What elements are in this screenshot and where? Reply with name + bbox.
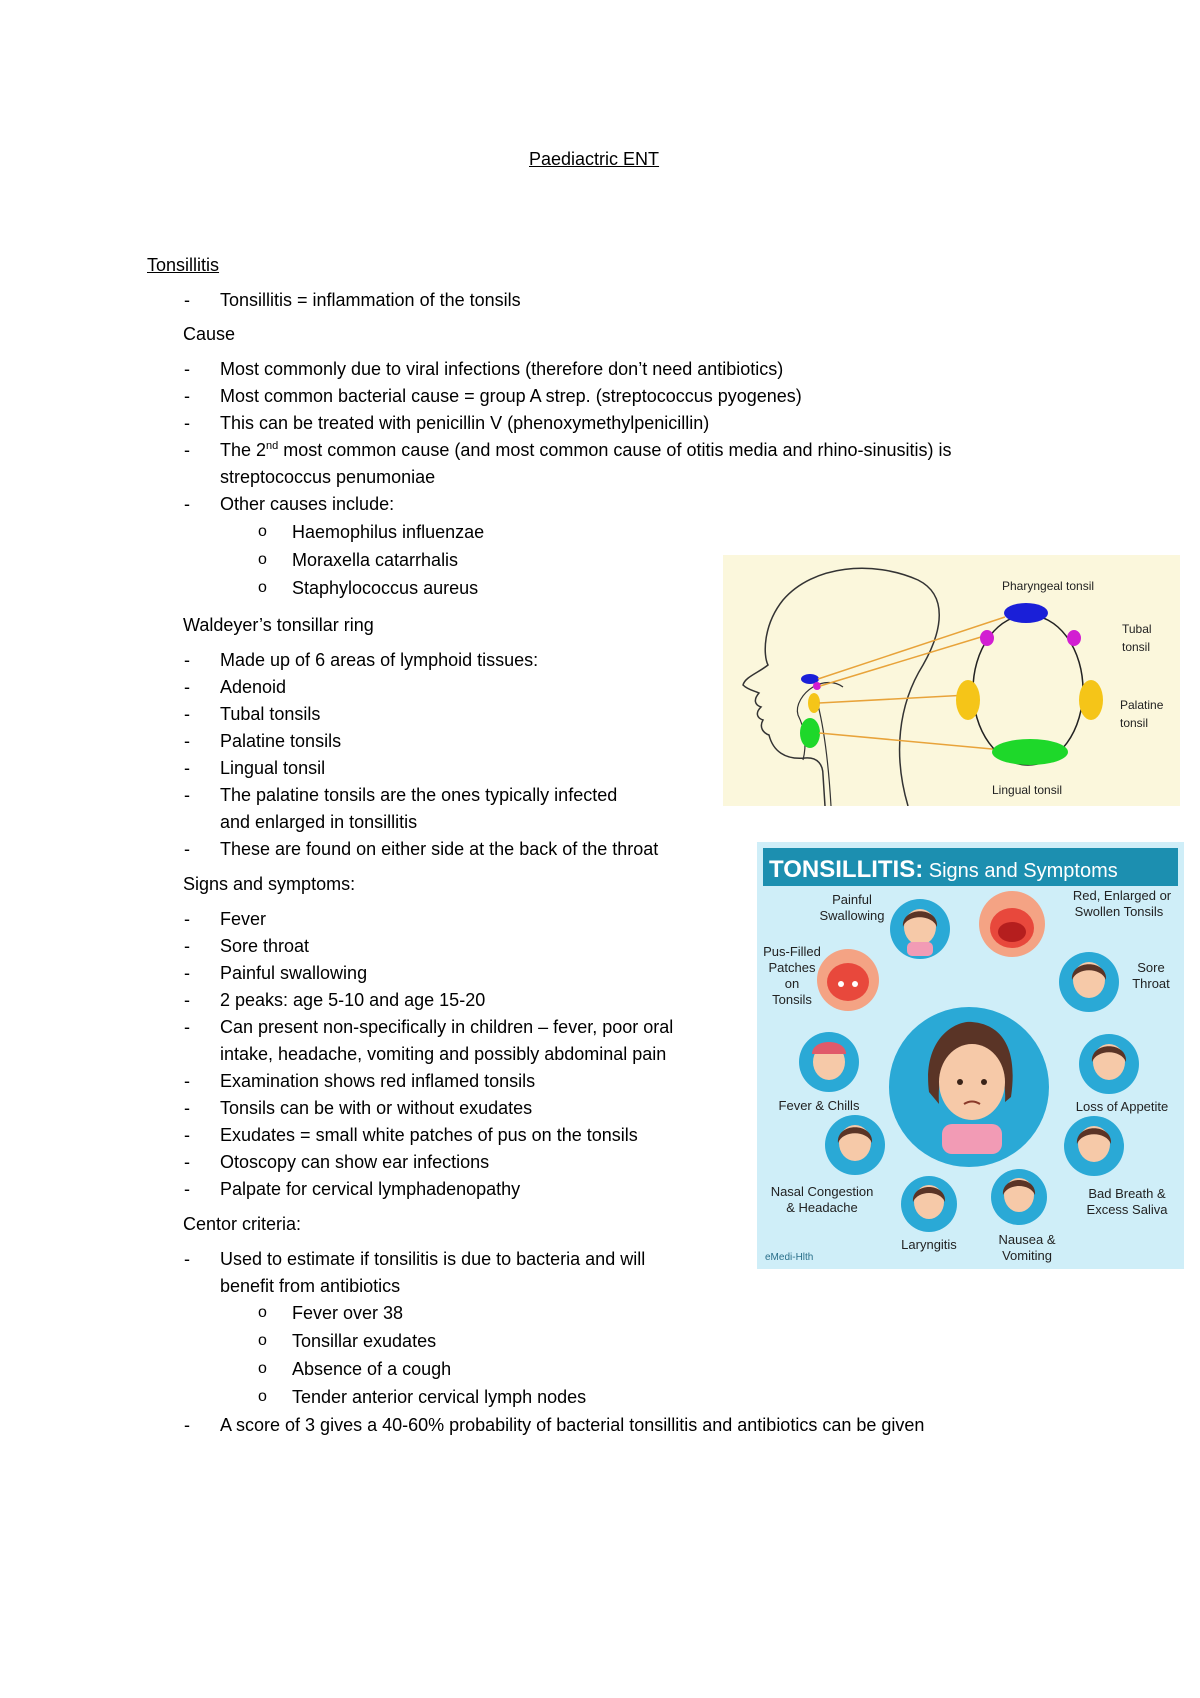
head-outline bbox=[743, 568, 939, 806]
ring-item: Lingual tonsil bbox=[220, 758, 326, 778]
cause-item-continuation: streptococcus penumoniae bbox=[220, 467, 436, 487]
sub-bullet: o bbox=[258, 1332, 267, 1349]
signs-heading: Signs and symptoms: bbox=[183, 874, 356, 894]
infographic-title-b: Signs and Symptoms bbox=[923, 860, 1118, 882]
sub-bullet: o bbox=[258, 1304, 267, 1321]
ring-item-continuation: and enlarged in tonsillitis bbox=[220, 812, 418, 832]
dash-bullet: - bbox=[184, 290, 190, 310]
label-fever-chills: Fever & Chills bbox=[778, 1098, 860, 1113]
centor-item: Used to estimate if tonsilitis is due to bacteria and will bbox=[220, 1249, 646, 1269]
signs-item: Exudates = small white patches of pus on the tonsils bbox=[220, 1125, 638, 1145]
ring-item: Made up of 6 areas of lymphoid tissues: bbox=[220, 650, 539, 670]
dash-bullet: - bbox=[184, 963, 190, 983]
lingual-tonsil bbox=[992, 739, 1068, 765]
dash-bullet: - bbox=[184, 440, 190, 460]
label-pus-patches-3: on bbox=[784, 976, 800, 991]
label-nasal-congestion: Nasal Congestion bbox=[770, 1184, 874, 1199]
ring-item: Adenoid bbox=[220, 677, 287, 697]
dash-bullet: - bbox=[184, 704, 190, 724]
signs-item: Otoscopy can show ear infections bbox=[220, 1152, 490, 1172]
label-pus-patches: Pus-Filled bbox=[763, 944, 821, 959]
lingual-tonsil-small bbox=[800, 718, 820, 748]
signs-item: Painful swallowing bbox=[220, 963, 368, 983]
dash-bullet: - bbox=[184, 731, 190, 751]
cause-item: Most commonly due to viral infections (therefore don’t need antibiotics) bbox=[220, 359, 784, 379]
dash-bullet: - bbox=[184, 1125, 190, 1145]
ring-item: Palatine tonsils bbox=[220, 731, 342, 751]
waldeyer-ring-diagram bbox=[723, 555, 1180, 806]
dash-bullet: - bbox=[184, 1415, 190, 1435]
dash-bullet: - bbox=[184, 1071, 190, 1091]
cause-sub-item: Staphylococcus aureus bbox=[292, 578, 479, 598]
sub-bullet: o bbox=[258, 551, 267, 568]
label-pus-patches-4: Tonsils bbox=[772, 992, 812, 1007]
dash-bullet: - bbox=[184, 839, 190, 859]
arrow-line bbox=[818, 617, 1005, 679]
dash-bullet: - bbox=[184, 758, 190, 778]
center-girl-eye bbox=[957, 1079, 963, 1085]
section-heading-tonsillitis: Tonsillitis bbox=[147, 255, 220, 275]
centor-sub-item: Tender anterior cervical lymph nodes bbox=[292, 1387, 587, 1407]
label-nausea-vomiting-2: Vomiting bbox=[1002, 1248, 1052, 1263]
superscript: nd bbox=[266, 440, 279, 452]
cause-sub-item: Haemophilus influenzae bbox=[292, 522, 485, 542]
dash-bullet: - bbox=[184, 413, 190, 433]
cause-item-part: most common cause (and most common cause of otitis media and rhino-sinusitis) is bbox=[278, 440, 952, 460]
cause-item bbox=[220, 439, 952, 461]
label-nasal-congestion-2: & Headache bbox=[786, 1200, 858, 1215]
infographic-title bbox=[769, 856, 1118, 883]
signs-item: Fever bbox=[220, 909, 267, 929]
cause-sub-item: Moraxella catarrhalis bbox=[292, 550, 459, 570]
label-painful-swallowing: Painful bbox=[832, 892, 872, 907]
label-loss-appetite: Loss of Appetite bbox=[1075, 1099, 1169, 1114]
ring-heading: Waldeyer’s tonsillar ring bbox=[183, 615, 374, 635]
cause-item: Most common bacterial cause = group A strep. (streptococcus pyogenes) bbox=[220, 386, 802, 406]
signs-item: Sore throat bbox=[220, 936, 310, 956]
dash-bullet: - bbox=[184, 1098, 190, 1118]
signs-item-continuation: intake, headache, vomiting and possibly abdominal pain bbox=[220, 1044, 667, 1064]
signs-item: Examination shows red inflamed tonsils bbox=[220, 1071, 536, 1091]
dash-bullet: - bbox=[184, 1179, 190, 1199]
label-pus-patches-2: Patches bbox=[768, 960, 816, 975]
ring-item: These are found on either side at the back of the throat bbox=[220, 839, 659, 859]
label-laryngitis: Laryngitis bbox=[901, 1237, 957, 1252]
cause-heading: Cause bbox=[183, 324, 236, 344]
tonsillitis-infographic bbox=[757, 842, 1184, 1269]
label-sore-throat: Sore bbox=[1137, 960, 1165, 975]
page-title: Paediactric ENT bbox=[529, 149, 660, 169]
waldeyer-ring-svg bbox=[723, 555, 1180, 806]
dash-bullet: - bbox=[184, 785, 190, 805]
palatine-tonsil-small bbox=[808, 693, 820, 713]
dash-bullet: - bbox=[184, 650, 190, 670]
label-tubal-2: tonsil bbox=[1122, 640, 1151, 654]
sub-bullet: o bbox=[258, 579, 267, 596]
brand-logo: eMedi-Hlth bbox=[765, 1252, 814, 1263]
cause-item: Other causes include: bbox=[220, 494, 395, 514]
dash-bullet: - bbox=[184, 1152, 190, 1172]
signs-item: 2 peaks: age 5-10 and age 15-20 bbox=[220, 990, 486, 1010]
label-bad-breath: Bad Breath & bbox=[1088, 1186, 1166, 1201]
arrow-line bbox=[819, 695, 968, 703]
palatine-tonsil-right bbox=[1079, 680, 1103, 720]
arrow-line bbox=[819, 733, 1003, 750]
dash-bullet: - bbox=[184, 1249, 190, 1269]
center-girl-eye bbox=[981, 1079, 987, 1085]
pus-spot bbox=[852, 981, 858, 987]
cause-item-part: The 2 bbox=[220, 440, 267, 460]
label-tubal: Tubal bbox=[1122, 622, 1152, 636]
signs-item: Palpate for cervical lymphadenopathy bbox=[220, 1179, 521, 1199]
ring-item: Tubal tonsils bbox=[220, 704, 321, 724]
label-pharyngeal: Pharyngeal tonsil bbox=[1002, 579, 1095, 593]
centor-item-continuation: benefit from antibiotics bbox=[220, 1276, 401, 1296]
centor-heading: Centor criteria: bbox=[183, 1214, 302, 1234]
label-red-tonsils: Red, Enlarged or bbox=[1072, 888, 1172, 903]
label-palatine: Palatine bbox=[1120, 698, 1164, 712]
girl-shirt bbox=[907, 942, 933, 956]
label-red-tonsils-2: Swollen Tonsils bbox=[1074, 904, 1164, 919]
signs-item: Tonsils can be with or without exudates bbox=[220, 1098, 533, 1118]
centor-sub-item: Absence of a cough bbox=[292, 1359, 452, 1379]
tubal-tonsil-small bbox=[813, 682, 821, 690]
label-palatine-2: tonsil bbox=[1120, 716, 1149, 730]
center-girl-face bbox=[939, 1044, 1005, 1120]
dash-bullet: - bbox=[184, 990, 190, 1010]
centor-sub-item: Tonsillar exudates bbox=[292, 1331, 437, 1351]
definition-text: Tonsillitis = inflammation of the tonsils bbox=[220, 290, 521, 310]
infographic-svg bbox=[757, 842, 1184, 1269]
pus-spot bbox=[838, 981, 844, 987]
open-mouth bbox=[827, 963, 869, 1001]
ring-item: The palatine tonsils are the ones typically infected bbox=[220, 785, 618, 805]
infographic-title-a: TONSILLITIS: bbox=[769, 856, 924, 883]
sub-bullet: o bbox=[258, 1360, 267, 1377]
signs-item: Can present non-specifically in children – fever, poor oral bbox=[220, 1017, 674, 1037]
center-girl-shirt bbox=[942, 1124, 1002, 1154]
dash-bullet: - bbox=[184, 359, 190, 379]
dash-bullet: - bbox=[184, 677, 190, 697]
dash-bullet: - bbox=[184, 386, 190, 406]
tubal-tonsil-right bbox=[1067, 630, 1081, 646]
dash-bullet: - bbox=[184, 1017, 190, 1037]
centor-sub-item: Fever over 38 bbox=[292, 1303, 404, 1323]
sub-bullet: o bbox=[258, 523, 267, 540]
dash-bullet: - bbox=[184, 909, 190, 929]
label-painful-swallowing-2: Swallowing bbox=[819, 908, 885, 923]
cause-item: This can be treated with penicillin V (phenoxymethylpenicillin) bbox=[220, 413, 710, 433]
sub-bullet: o bbox=[258, 1388, 267, 1405]
pharyngeal-tonsil bbox=[1004, 603, 1048, 623]
label-sore-throat-2: Throat bbox=[1132, 976, 1170, 991]
label-nausea-vomiting: Nausea & bbox=[998, 1232, 1056, 1247]
label-bad-breath-2: Excess Saliva bbox=[1086, 1202, 1168, 1217]
palatine-tonsil-left bbox=[956, 680, 980, 720]
centor-item: A score of 3 gives a 40-60% probability of bacterial tonsillitis and antibiotics can be given bbox=[220, 1415, 925, 1435]
label-lingual: Lingual tonsil bbox=[992, 783, 1063, 797]
swollen-tonsils bbox=[998, 922, 1026, 942]
dash-bullet: - bbox=[184, 494, 190, 514]
dash-bullet: - bbox=[184, 936, 190, 956]
arrow-line bbox=[820, 637, 981, 686]
tubal-tonsil-left bbox=[980, 630, 994, 646]
